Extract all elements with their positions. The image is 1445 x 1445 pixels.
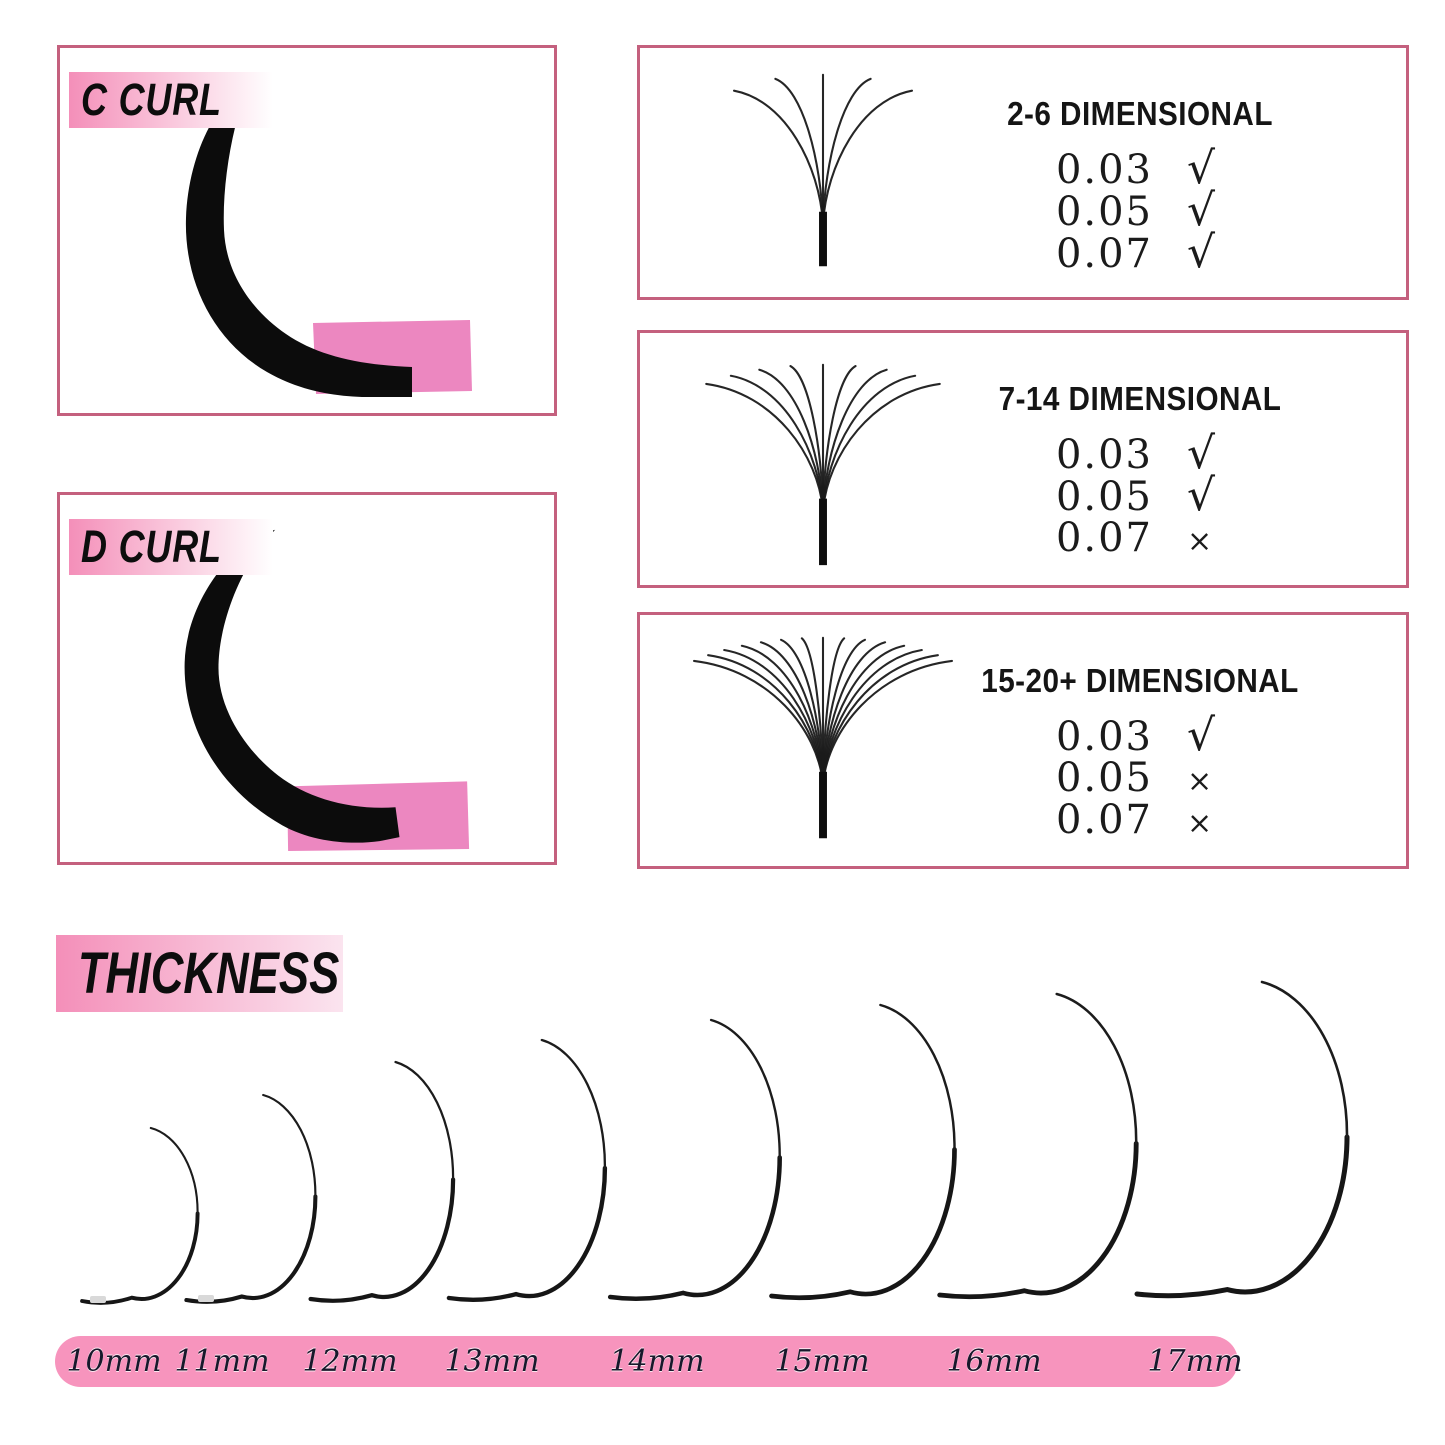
size-label: 15mm [774,1344,870,1379]
fan-lash [823,384,940,511]
d-curl-label-text: D CURL [81,521,222,572]
availability-mark: √ [1187,428,1216,479]
d-curl-label [69,519,273,575]
availability-mark: × [1187,806,1213,841]
thickness-option-row [940,470,1340,521]
c-curl-panel [57,45,557,416]
dimension-panel-2-6 [637,45,1409,300]
dimension-info [940,94,1340,278]
dimension-panel-7-14 [637,330,1409,588]
length-lash-tip [1262,982,1347,1137]
length-lash-base [1137,1137,1347,1296]
size-label: 14mm [609,1344,705,1379]
thickness-value: 0.03 [1055,714,1153,760]
length-lash-base [186,1197,315,1302]
thickness-value: 0.05 [1055,474,1153,520]
availability-mark: √ [1187,185,1216,236]
thickness-value: 0.07 [1055,231,1153,277]
fan-lash [823,79,871,224]
panel-title: 15-20+ DIMENSIONAL [981,662,1299,699]
length-lash-tip [880,1005,954,1150]
length-lash-base [940,1144,1136,1297]
thickness-option-row [940,710,1340,761]
fan-lash [734,91,823,224]
thickness-value: 0.05 [1055,755,1153,801]
length-lash-tip [1057,994,1137,1144]
thickness-value: 0.07 [1055,797,1153,843]
thickness-option-row [940,227,1340,278]
length-lash-base [772,1150,955,1298]
availability-mark: √ [1187,710,1216,761]
thickness-value: 0.07 [1055,515,1153,561]
thickness-option-row [940,185,1340,236]
fan-lash [706,384,823,511]
c-curl-label-text: C CURL [81,74,222,125]
fan-lash [775,79,823,224]
fan-lash [759,370,823,511]
c-curl-label [69,72,273,128]
length-lash-base [610,1158,780,1299]
length-lash-base [449,1168,605,1300]
panel-title: 7-14 DIMENSIONAL [998,380,1282,417]
size-label: 17mm [1147,1344,1243,1379]
lash-clip [198,1295,214,1302]
lash-fan-illustration [658,335,988,583]
lash-fan-illustration [658,50,988,298]
thickness-option-row [940,799,1340,841]
size-label: 12mm [302,1344,398,1379]
length-lash-tip [542,1040,605,1168]
thickness-option-row [940,517,1340,559]
size-bar [55,1336,1243,1387]
size-label: 11mm [174,1344,270,1379]
availability-mark: √ [1187,470,1216,521]
d-curl-panel [57,492,557,865]
thickness-lash-chart [0,975,1445,1320]
length-lash-base [82,1214,198,1303]
dimension-info [940,661,1340,841]
availability-mark: √ [1187,143,1216,194]
length-lash-tip [263,1095,315,1197]
size-label: 13mm [444,1344,540,1379]
availability-mark: √ [1187,227,1216,278]
size-label: 10mm [66,1344,162,1379]
length-lash-tip [711,1020,780,1158]
length-lash-tip [151,1128,198,1214]
dimension-panel-15-20plus [637,612,1409,869]
length-lash-tip [396,1062,454,1180]
thickness-heading-text: THICKNESS [77,941,340,1006]
thickness-value: 0.03 [1055,432,1153,478]
lash-clip [90,1296,106,1303]
fan-lash [823,91,912,224]
thickness-option-row [940,757,1340,799]
thickness-value: 0.03 [1055,147,1153,193]
panel-title: 2-6 DIMENSIONAL [1007,95,1273,132]
thickness-option-row [940,428,1340,479]
availability-mark: × [1187,524,1213,559]
lash-fan-illustration [658,617,988,865]
size-label: 16mm [946,1344,1042,1379]
fan-lash [823,370,887,511]
dimension-info [940,379,1340,559]
thickness-option-row [940,143,1340,194]
availability-mark: × [1187,764,1213,799]
length-lash-base [311,1180,454,1301]
thickness-value: 0.05 [1055,189,1153,235]
